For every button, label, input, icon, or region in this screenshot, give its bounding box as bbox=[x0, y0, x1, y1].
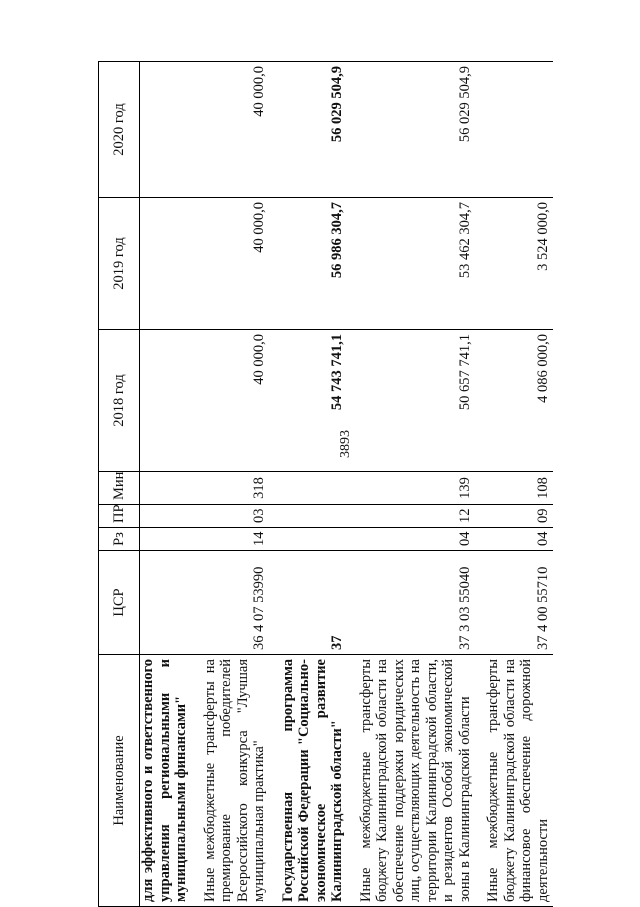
row-rz bbox=[270, 528, 348, 551]
table-row bbox=[475, 62, 553, 907]
table-row bbox=[270, 62, 348, 907]
row-2020 bbox=[140, 62, 192, 198]
row-2018: 40 000,0 bbox=[192, 330, 270, 472]
row-pr bbox=[140, 505, 192, 528]
row-csr bbox=[140, 551, 192, 655]
row-name: Иные межбюджетные трансферты бюджету Калининградской области на финансовое обеспечение дорожной деятельности bbox=[475, 655, 553, 907]
row-2019 bbox=[140, 198, 192, 330]
row-min: 108 bbox=[475, 472, 553, 505]
row-2018: 50 657 741,1 bbox=[348, 330, 476, 472]
row-2019: 56 986 304,7 bbox=[270, 198, 348, 330]
row-name: Иные межбюджетные трансферты бюджету Калининградской области на обеспечение поддержки юридических лиц, осуществляющих деятельность на территории Калининградской области, и резидентов Особой экономической зоны в Калининградской области bbox=[348, 655, 476, 907]
row-csr: 36 4 07 53990 bbox=[192, 551, 270, 655]
row-csr: 37 3 03 55040 bbox=[348, 551, 476, 655]
header-2020: 2020 год bbox=[99, 62, 140, 198]
row-name: Государственная программа Российской Федерации "Социально-экономическое развитие Калининградской области" bbox=[270, 655, 348, 907]
row-2018 bbox=[140, 330, 192, 472]
row-2018: 54 743 741,1 bbox=[270, 330, 348, 472]
row-2019: 40 000,0 bbox=[192, 198, 270, 330]
row-rz: 14 bbox=[192, 528, 270, 551]
row-2020: 56 029 504,9 bbox=[348, 62, 476, 198]
header-csr: ЦСР bbox=[99, 551, 140, 655]
row-rz: 04 bbox=[475, 528, 553, 551]
row-2020: 40 000,0 bbox=[192, 62, 270, 198]
row-min bbox=[140, 472, 192, 505]
row-min: 139 bbox=[348, 472, 476, 505]
budget-table bbox=[98, 61, 553, 907]
row-pr: 03 bbox=[192, 505, 270, 528]
table-row bbox=[140, 62, 192, 907]
table-header-row bbox=[99, 62, 140, 907]
row-min bbox=[270, 472, 348, 505]
row-csr: 37 4 00 55710 bbox=[475, 551, 553, 655]
rotated-document bbox=[98, 62, 613, 907]
row-2019: 3 524 000,0 bbox=[475, 198, 553, 330]
header-min: Мин bbox=[99, 472, 140, 505]
row-pr: 09 bbox=[475, 505, 553, 528]
table-row bbox=[192, 62, 270, 907]
row-rz bbox=[140, 528, 192, 551]
row-2020: 56 029 504,9 bbox=[270, 62, 348, 198]
row-pr: 12 bbox=[348, 505, 476, 528]
row-name: Иные межбюджетные трансферты на премирование победителей Всероссийского конкурса "Лучшая муниципальная практика" bbox=[192, 655, 270, 907]
header-2019: 2019 год bbox=[99, 198, 140, 330]
header-pr: ПР bbox=[99, 505, 140, 528]
row-pr bbox=[270, 505, 348, 528]
row-2018: 4 086 000,0 bbox=[475, 330, 553, 472]
row-csr: 37 bbox=[270, 551, 348, 655]
row-2019: 53 462 304,7 bbox=[348, 198, 476, 330]
page-number: 3893 bbox=[338, 430, 353, 458]
header-rz: Рз bbox=[99, 528, 140, 551]
row-rz: 04 bbox=[348, 528, 476, 551]
row-name: для эффективного и ответственного управления региональными и муниципальными финансами" bbox=[140, 655, 192, 907]
header-2018: 2018 год bbox=[99, 330, 140, 472]
table-row bbox=[348, 62, 476, 907]
row-min: 318 bbox=[192, 472, 270, 505]
header-name: Наименование bbox=[99, 655, 140, 907]
row-2020 bbox=[475, 62, 553, 198]
